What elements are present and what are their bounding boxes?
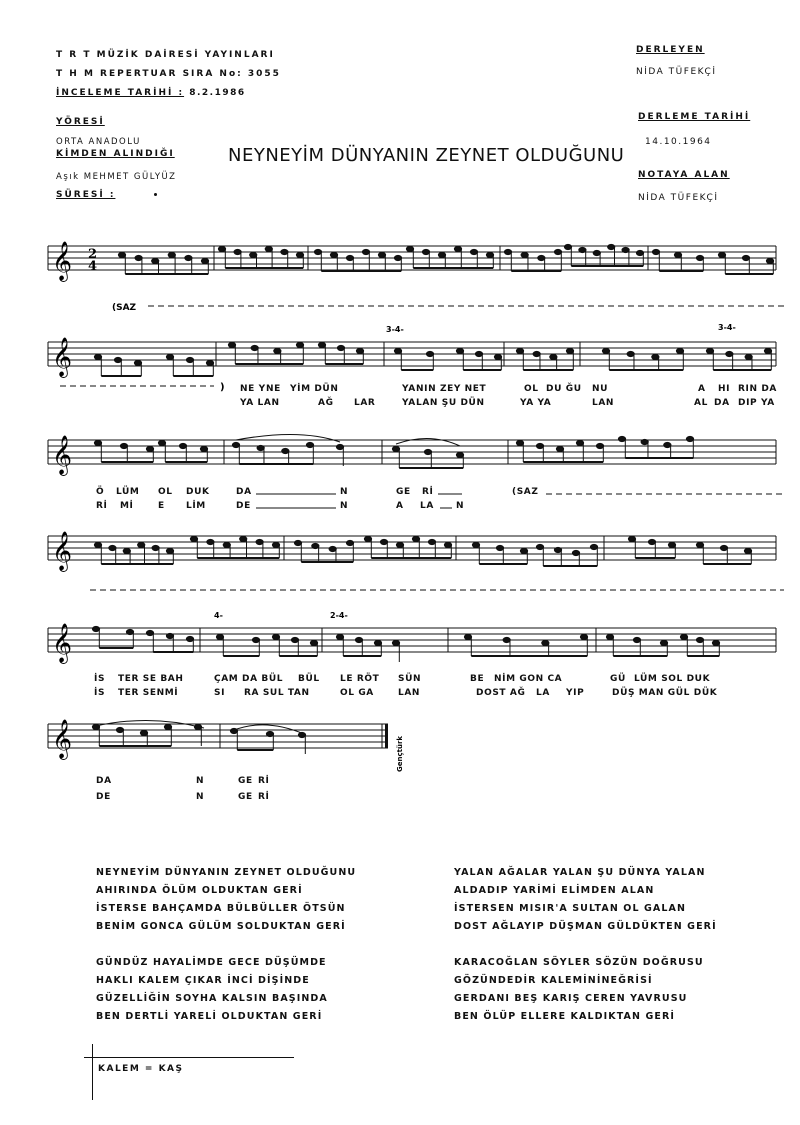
notes-row-5 (92, 626, 719, 662)
note-head (596, 443, 603, 448)
duration-label: SÜRESİ : (56, 190, 116, 200)
note-head (135, 255, 142, 260)
note-head (412, 536, 419, 541)
note-head (152, 545, 159, 550)
note-head (294, 540, 301, 545)
note-head (374, 640, 381, 645)
lyrics-row-6a: DA N GE Rİ (96, 776, 270, 786)
review-date (56, 88, 246, 98)
note-head (310, 640, 317, 645)
note-head (228, 342, 235, 347)
note-head (296, 252, 303, 257)
note-head (580, 634, 587, 639)
review-date-value: 8.2.1986 (189, 88, 246, 98)
note-head (536, 544, 543, 549)
note-head (164, 724, 171, 729)
poem-line: BEN ÖLÜP ELLERE KALDIKTAN GERİ (454, 1011, 676, 1022)
note-head (668, 542, 675, 547)
region-value: ORTA ANADOLU (56, 137, 141, 147)
lyrics-row-3b: Rİ Mİ E LİM DE N A LA N (96, 501, 465, 511)
notation-label: NOTAYA ALAN (638, 170, 730, 180)
note-head (329, 546, 336, 551)
note-head (496, 545, 503, 550)
note-head (726, 351, 733, 356)
note-head (218, 246, 225, 251)
note-head (190, 536, 197, 541)
note-head (579, 247, 586, 252)
note-head (652, 354, 659, 359)
lyrics-row-3a: Ö LÜM OL DUK DA N GE Rİ (SAZ (96, 487, 539, 497)
meter-mark-2: 3-4- (718, 323, 736, 332)
note-head (120, 443, 127, 448)
note-head (396, 542, 403, 547)
note-head (566, 348, 573, 353)
staff-row-2 (0, 323, 800, 393)
poem-line: NEYNEYİM DÜNYANIN ZEYNET OLDUĞUNU (96, 867, 357, 878)
note-head (364, 536, 371, 541)
note-head (572, 550, 579, 555)
note-head (494, 354, 501, 359)
note-head (456, 348, 463, 353)
meter-mark-1: 3-4- (386, 325, 404, 334)
note-head (576, 440, 583, 445)
staff-row-6 (0, 712, 800, 772)
note-head (674, 252, 681, 257)
footnote-vertical-rule (92, 1044, 93, 1100)
treble-clef-icon: 𝄞 (52, 531, 73, 571)
treble-clef-icon: 𝄞 (52, 719, 73, 759)
note-head (281, 249, 288, 254)
note-head (516, 348, 523, 353)
region-label: YÖRESİ (56, 117, 105, 127)
note-head (394, 255, 401, 260)
poem-line: GÜNDÜZ HAYALİMDE GECE DÜŞÜMDE (96, 957, 327, 968)
note-head (185, 255, 192, 260)
note-head (660, 640, 667, 645)
source-value: Aşık MEHMET GÜLYÜZ (56, 172, 177, 182)
meter-mark-3: 4- (214, 611, 223, 620)
poem-line: KARACOĞLAN SÖYLER SÖZÜN DOĞRUSU (454, 957, 704, 968)
note-head (216, 634, 223, 639)
poem-line: BENİM GONCA GÜLÜM SOLDUKTAN GERİ (96, 921, 346, 932)
note-head (118, 252, 125, 257)
note-head (152, 258, 159, 263)
note-head (516, 440, 523, 445)
note-head (766, 258, 773, 263)
footnote-rule (84, 1057, 294, 1058)
note-head (652, 249, 659, 254)
note-head (256, 539, 263, 544)
note-head (444, 542, 451, 547)
note-head (240, 536, 247, 541)
note-head (696, 542, 703, 547)
note-head (648, 539, 655, 544)
note-head (486, 252, 493, 257)
note-head (257, 445, 264, 450)
note-head (627, 351, 634, 356)
staff-row-5 (0, 611, 800, 676)
note-head (179, 443, 186, 448)
note-head (664, 442, 671, 447)
note-head (94, 542, 101, 547)
note-head (380, 539, 387, 544)
note-head (346, 255, 353, 260)
note-head (406, 246, 413, 251)
note-head (234, 249, 241, 254)
note-head (680, 634, 687, 639)
note-head (686, 436, 693, 441)
note-head (456, 452, 463, 457)
note-head (252, 637, 259, 642)
note-head (454, 246, 461, 251)
note-head (146, 446, 153, 451)
poem-left-column (96, 864, 356, 1026)
note-head (554, 249, 561, 254)
footnote: KALEM = KAŞ (98, 1064, 184, 1074)
note-head (306, 442, 313, 447)
poem-line: GÜZELLİĞİN SOYHA KALSIN BAŞINDA (96, 993, 328, 1004)
note-head (676, 348, 683, 353)
note-head (355, 637, 362, 642)
note-head (206, 360, 213, 365)
review-date-label: İNCELEME TARİHİ : (56, 88, 185, 98)
source-label: KİMDEN ALINDIĞI (56, 149, 175, 159)
note-head (426, 351, 433, 356)
treble-clef-icon: 𝄞 (52, 435, 73, 475)
note-head (272, 634, 279, 639)
poem-line (96, 936, 356, 954)
compile-date-value: 14.10.1964 (645, 137, 712, 147)
note-head (542, 640, 549, 645)
note-head (720, 545, 727, 550)
treble-clef-icon: 𝄞 (52, 241, 73, 281)
note-head (126, 629, 133, 634)
note-head (628, 536, 635, 541)
note-head (138, 542, 145, 547)
note-head (538, 255, 545, 260)
staff-row-3 (0, 428, 800, 488)
note-head (166, 633, 173, 638)
note-head (422, 249, 429, 254)
note-head (745, 354, 752, 359)
slur-1 (236, 434, 340, 442)
note-head (318, 342, 325, 347)
time-signature-top: 2 (88, 247, 98, 262)
note-head (272, 542, 279, 547)
repertoire-number: T H M REPERTUAR SIRA No: 3055 (56, 69, 281, 79)
staff-row-4 (0, 524, 800, 594)
note-head (438, 252, 445, 257)
note-head (362, 249, 369, 254)
note-head (718, 252, 725, 257)
poem-line (454, 936, 717, 954)
staff-row-1 (0, 236, 800, 313)
notes-row-4 (94, 536, 751, 566)
note-head (140, 730, 147, 735)
poem-line: DOST AĞLAYIP DÜŞMAN GÜLDÜKTEN GERİ (454, 921, 717, 932)
note-head (94, 440, 101, 445)
note-head (200, 446, 207, 451)
notes-row-6 (92, 724, 305, 754)
treble-clef-icon: 𝄞 (52, 337, 73, 377)
poem-line: HAKLI KALEM ÇIKAR İNCİ DİŞİNDE (96, 975, 310, 986)
poem-line: ALDADIP YARİMİ ELİMDEN ALAN (454, 885, 655, 896)
note-head (503, 637, 510, 642)
note-head (564, 244, 571, 249)
saz-label-1: (SAZ (112, 303, 137, 313)
note-head (92, 626, 99, 631)
note-head (550, 354, 557, 359)
note-head (265, 246, 272, 251)
note-head (742, 255, 749, 260)
note-head (636, 250, 643, 255)
note-head (622, 247, 629, 252)
note-head (296, 342, 303, 347)
note-head (464, 634, 471, 639)
note-head (223, 542, 230, 547)
poem-right-column (454, 864, 717, 1026)
note-head (166, 548, 173, 553)
note-head (94, 354, 101, 359)
note-head (696, 255, 703, 260)
compile-date-label: DERLEME TARİHİ (638, 112, 751, 122)
poem-line: YALAN AĞALAR YALAN ŞU DÜNYA YALAN (454, 867, 706, 878)
note-head (134, 360, 141, 365)
lyrics-row-5a: İS TER SE BAH ÇAM DA BÜL BÜL LE RÖT SÜN BE NİM GON CA GÜ LÜM SOL DUK (94, 674, 711, 684)
note-head (251, 345, 258, 350)
note-head (250, 252, 257, 257)
note-head (146, 630, 153, 635)
note-head (428, 539, 435, 544)
note-head (641, 439, 648, 444)
meter-mark-4: 2-4- (330, 611, 348, 620)
time-signature-bottom: 4 (88, 259, 98, 274)
compiler-value: NİDA TÜFEKÇİ (636, 67, 717, 77)
note-head (356, 348, 363, 353)
note-head (274, 348, 281, 353)
note-head (346, 540, 353, 545)
note-head (520, 548, 527, 553)
poem-line: İSTERSEN MISIR'A SULTAN OL GALAN (454, 903, 687, 914)
note-head (590, 544, 597, 549)
note-head (602, 348, 609, 353)
note-head (166, 354, 173, 359)
note-head (633, 637, 640, 642)
note-head (706, 348, 713, 353)
lyrics-row-5b: İS TER SENMİ SI RA SUL TAN OL GA LAN DOST AĞ LA YIP DÜŞ MAN GÜL DÜK (94, 688, 718, 698)
note-head (696, 637, 703, 642)
poem-line: İSTERSE BAHÇAMDA BÜLBÜLLER ÖTSÜN (96, 903, 346, 914)
note-head (606, 634, 613, 639)
note-head (232, 442, 239, 447)
note-head (521, 252, 528, 257)
poem-line: GÖZÜNDEDİR KALEMİNİNEĞRİSİ (454, 975, 653, 986)
note-head (536, 443, 543, 448)
note-head (593, 250, 600, 255)
note-head (424, 449, 431, 454)
note-head (314, 249, 321, 254)
note-head (207, 539, 214, 544)
publisher-line: T R T MÜZİK DAİRESİ YAYINLARI (56, 50, 275, 60)
note-head (282, 448, 289, 453)
note-head (330, 252, 337, 257)
note-head (392, 446, 399, 451)
side-text: Gençtürk (396, 735, 404, 772)
treble-clef-icon: 𝄞 (52, 623, 73, 663)
note-head (336, 634, 343, 639)
note-head (744, 548, 751, 553)
song-title: NEYNEYİM DÜNYANIN ZEYNET OLDUĞUNU (228, 145, 625, 166)
note-head (266, 731, 273, 736)
note-head (394, 348, 401, 353)
note-head (186, 357, 193, 362)
note-head (533, 351, 540, 356)
note-head (123, 548, 130, 553)
compiler-label: DERLEYEN (636, 45, 705, 55)
note-head (114, 357, 121, 362)
note-head (608, 244, 615, 249)
note-head (475, 351, 482, 356)
note-head (312, 543, 319, 548)
note-head (618, 436, 625, 441)
note-head (764, 348, 771, 353)
note-head (336, 444, 343, 449)
note-head (201, 258, 208, 263)
note-head (186, 636, 193, 641)
notation-value: NİDA TÜFEKÇİ (638, 193, 719, 203)
note-head (504, 249, 511, 254)
poem-line: BEN DERTLİ YARELİ OLDUKTAN GERİ (96, 1011, 323, 1022)
note-head (168, 252, 175, 257)
note-head (378, 252, 385, 257)
poem-line: GERDANI BEŞ KARIŞ CEREN YAVRUSU (454, 993, 688, 1004)
poem-line: AHIRINDA ÖLÜM OLDUKTAN GERİ (96, 885, 303, 896)
note-head (158, 440, 165, 445)
duration-dot (154, 193, 157, 196)
note-head (109, 545, 116, 550)
note-head (554, 547, 561, 552)
note-head (392, 640, 399, 645)
note-head (712, 640, 719, 645)
repeat-close: ) (220, 382, 225, 393)
note-head (470, 249, 477, 254)
note-head (472, 542, 479, 547)
lyrics-row-2a: NE Y NE YİM DÜN YA NIN ZEY NET OL DU ĞU NU A HI RIN DA (240, 384, 777, 394)
lyrics-row-2b: YA LAN AĞ LAR YA LAN ŞU DÜN YA YA LAN AL DA DIP YA (240, 398, 775, 408)
notes-row-2 (94, 342, 771, 376)
note-head (556, 446, 563, 451)
note-head (337, 345, 344, 350)
lyrics-row-6b: DE N GE Rİ (96, 792, 270, 802)
note-head (116, 727, 123, 732)
note-head (291, 637, 298, 642)
